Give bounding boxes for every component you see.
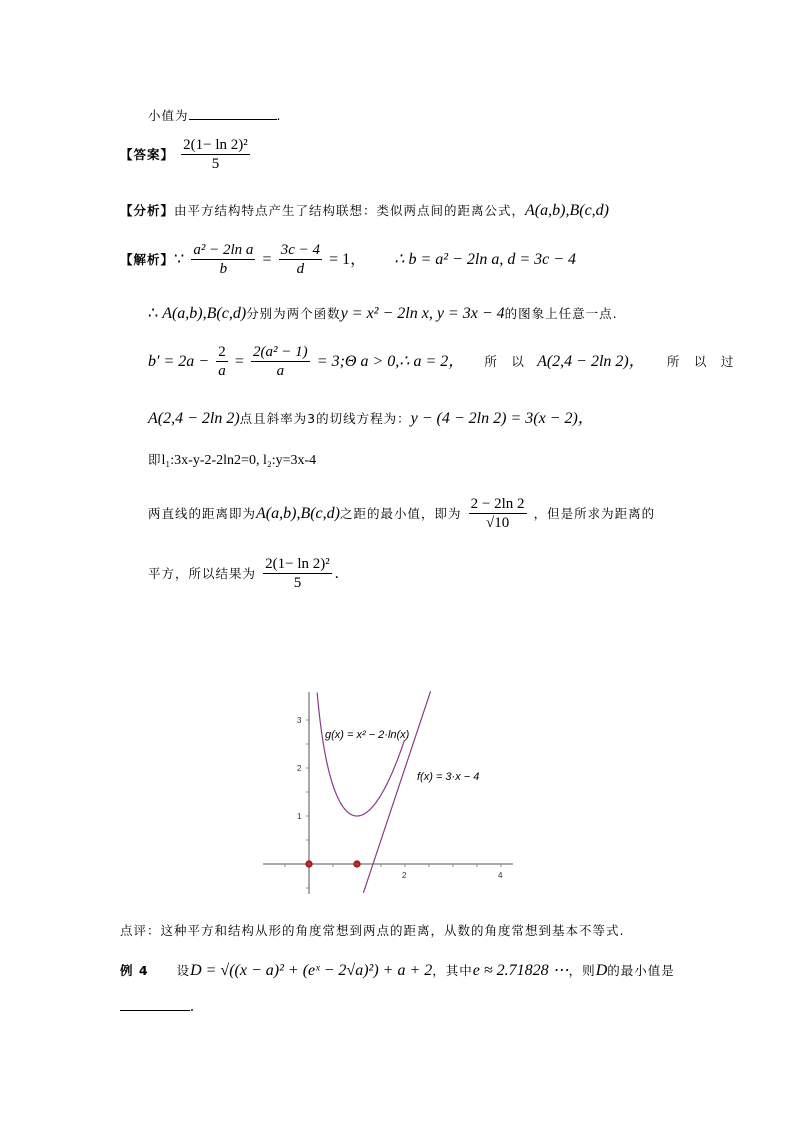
point-a-value: A(2,4 − 2ln 2)， bbox=[537, 353, 645, 370]
solution-tag: 【解析】 bbox=[120, 251, 175, 267]
derivative-result: = 3;Θ a > 0,∴ a = 2， bbox=[316, 353, 465, 370]
example-text-4: 的最小值是 bbox=[607, 963, 675, 978]
derivative-equals: = bbox=[234, 353, 244, 370]
example-4-line bbox=[120, 963, 675, 979]
points-text-1: 分别为两个函数 bbox=[246, 306, 341, 321]
f-function-label: f(x) = 3·x − 4 bbox=[417, 771, 480, 783]
result-text: 平方，所以结果为 bbox=[148, 565, 257, 581]
example-math: D = √((x − a)² + (eˣ − 2√a)²) + a + 2 bbox=[190, 962, 433, 979]
answer-blank bbox=[189, 107, 277, 120]
analysis-line bbox=[120, 203, 609, 219]
derivative-frac2-den: a bbox=[276, 363, 285, 379]
question-tail-text: 小值为 bbox=[148, 108, 189, 123]
sol-equals-one: = 1， bbox=[329, 251, 367, 268]
example-period: . bbox=[190, 998, 194, 1015]
analysis-math: A(a,b),B(c,d) bbox=[525, 202, 609, 219]
distance-frac-num: 2 − 2ln 2 bbox=[470, 496, 525, 512]
lines-math: l₁:3x-y-2-2ln2=0, l₂:y=3x-4 bbox=[161, 453, 317, 468]
functions-math: y = x² − 2ln x, y = 3x − 4 bbox=[340, 305, 505, 322]
derivative-lhs: b′ = 2a − bbox=[148, 353, 210, 370]
derivative-line bbox=[148, 344, 735, 379]
sol-frac2-num: 3c − 4 bbox=[280, 242, 320, 258]
graph-curves bbox=[317, 691, 430, 893]
sol-fraction-1 bbox=[191, 243, 255, 277]
example-text-3: ，则 bbox=[568, 963, 596, 978]
distance-text-3: ，但是所求为距离的 bbox=[533, 505, 656, 521]
result-frac-den: 5 bbox=[293, 575, 302, 591]
lines-equation bbox=[148, 454, 316, 468]
sol-equals: = bbox=[262, 251, 272, 268]
points-math: A(a,b),B(c,d) bbox=[162, 305, 247, 322]
sol-frac1-num: a² − 2ln a bbox=[193, 242, 254, 258]
analysis-tag: 【分析】 bbox=[120, 203, 175, 218]
example-answer-blank bbox=[120, 998, 190, 1011]
therefore-symbol: ∴ bbox=[148, 305, 163, 322]
x-tick-label: 2 bbox=[402, 871, 407, 880]
distance-frac-den: √10 bbox=[485, 515, 510, 531]
tangent-equation: y − (4 − 2ln 2) = 3(x − 2)， bbox=[410, 410, 594, 427]
derivative-frac-2 bbox=[251, 345, 310, 379]
points-text-2: 的图象上任意一点. bbox=[504, 306, 618, 321]
answer-tag: 【答案】 bbox=[120, 146, 175, 162]
graph-point-1 bbox=[354, 861, 360, 867]
answer-line bbox=[120, 138, 253, 172]
question-tail bbox=[148, 107, 282, 123]
answer-numerator: 2(1− ln 2)² bbox=[183, 137, 248, 153]
example-tag: 例 4 bbox=[120, 963, 149, 978]
derivative-frac1-den: a bbox=[218, 363, 226, 379]
derivative-frac2-num: 2(a² − 1) bbox=[253, 344, 308, 360]
result-line bbox=[148, 557, 339, 591]
sol-frac2-den: d bbox=[296, 261, 305, 277]
result-fraction bbox=[263, 557, 332, 591]
because-symbol: ∵ bbox=[174, 251, 185, 268]
result-frac-num: 2(1− ln 2)² bbox=[265, 556, 330, 572]
f-line bbox=[363, 691, 430, 893]
tangent-text: 点且斜率为3的切线方程为： bbox=[239, 411, 411, 426]
line-points bbox=[148, 306, 618, 322]
period: . bbox=[276, 108, 282, 123]
distance-text-1: 两直线的距离即为 bbox=[148, 505, 257, 521]
derivative-frac-1 bbox=[216, 345, 228, 379]
distance-math: A(a,b),B(c,d) bbox=[256, 505, 340, 522]
so-text-1: 所 以 bbox=[484, 353, 525, 369]
derivative-frac1-num: 2 bbox=[218, 344, 226, 360]
tangent-point: A(2,4 − 2ln 2) bbox=[148, 410, 240, 427]
example-text-2: ，其中 bbox=[432, 963, 473, 978]
tangent-line bbox=[148, 411, 594, 427]
comment-line: 点评：这种平方和结构从形的角度常想到两点的距离，从数的角度常想到基本不等式. bbox=[120, 923, 625, 938]
g-curve bbox=[317, 693, 404, 817]
sol-therefore: ∴ b = a² − 2ln a, d = 3c − 4 bbox=[394, 251, 577, 268]
example-text-1: 设 bbox=[176, 963, 191, 978]
example-answer-line bbox=[120, 998, 194, 1015]
distance-text-2: 之距的最小值，即为 bbox=[339, 505, 462, 521]
result-period: . bbox=[334, 565, 339, 582]
y-tick-label: 2 bbox=[297, 764, 302, 773]
namely-text: 即 bbox=[148, 452, 162, 467]
distance-fraction bbox=[469, 497, 527, 531]
y-tick-label: 1 bbox=[297, 812, 302, 821]
g-function-label: g(x) = x² − 2·ln(x) bbox=[325, 729, 410, 741]
sol-fraction-2 bbox=[279, 243, 322, 277]
so-text-2: 所 以 过 bbox=[666, 353, 735, 369]
answer-fraction bbox=[181, 138, 250, 172]
example-math-2: e ≈ 2.71828 ⋯ bbox=[472, 962, 569, 979]
y-tick-label: 3 bbox=[297, 716, 302, 725]
answer-denominator: 5 bbox=[211, 156, 220, 172]
x-tick-label: 4 bbox=[498, 871, 503, 880]
analysis-text: 由平方结构特点产生了结构联想：类似两点间的距离公式， bbox=[174, 203, 526, 218]
example-math-3: D bbox=[595, 962, 608, 979]
distance-line bbox=[148, 497, 655, 531]
sol-frac1-den: b bbox=[219, 261, 228, 277]
function-graph bbox=[255, 688, 515, 898]
solution-line bbox=[120, 243, 576, 277]
graph-axes bbox=[263, 692, 513, 894]
graph-point-0 bbox=[306, 861, 312, 867]
